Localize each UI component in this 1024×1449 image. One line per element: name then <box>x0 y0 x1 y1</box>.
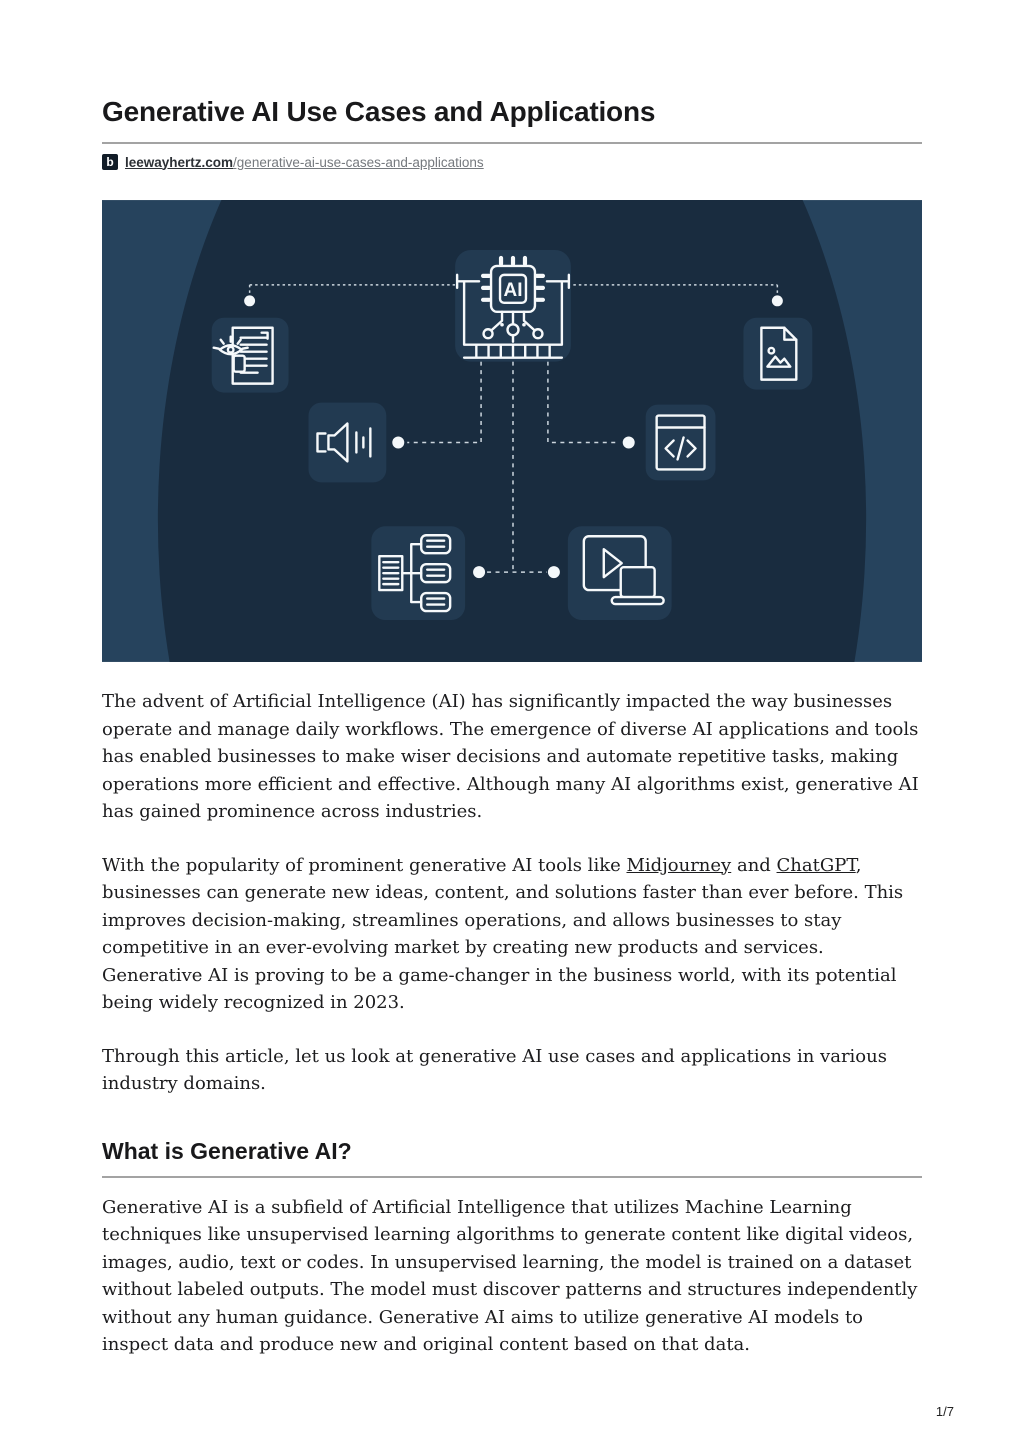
hero-image <box>102 200 922 662</box>
paragraph-4: Generative AI is a subfield of Artificial Intelligence that utilizes Machine Learning techniques like unsupervised learning algorithms to generate content like digital videos, images, audio, text or codes. In unsupervised learning, the model is trained on a dataset without labeled outputs. The model must discover patterns and structures independently without any human guidance. Generative AI aims to utilize generative AI models to inspect data and produce new and original content based on that data. <box>102 1196 918 1355</box>
midjourney-link[interactable]: Midjourney <box>626 854 732 876</box>
paragraph-2 <box>102 852 922 1017</box>
section-heading: What is Generative AI? <box>102 1137 352 1164</box>
paragraph-3: Through this article, let us look at generative AI use cases and applications in various industry domains. <box>102 1045 887 1094</box>
source-path: /generative-ai-use-cases-and-applications <box>233 154 484 170</box>
paragraph-2-text: and <box>731 854 777 876</box>
section-divider <box>102 1176 922 1178</box>
source-url-link[interactable] <box>125 155 484 170</box>
hero-illustration <box>102 200 922 662</box>
chatgpt-link[interactable]: ChatGPT <box>776 854 856 876</box>
paragraph-1: The advent of Artificial Intelligence (AI) has significantly impacted the way businesses operate and manage daily workflows. The emergence of diverse AI applications and tools has enabled businesses to make wiser decisions and automate repetitive tasks, making operations more efficient and effective. Although many AI algorithms exist, generative AI has gained prominence across industries. <box>102 691 919 822</box>
paragraph-2-text: , businesses can generate new ideas, content, and solutions faster than ever before. This improves decision-making, streamlines operations, and allows businesses to stay competitive in an ever-evolving market by creating new products and services. Generative AI is proving to be a game-changer in the business world, with its potential being widely recognized in 2023. <box>102 854 904 1013</box>
tile-document-review <box>212 318 289 393</box>
ai-chip-label: AI <box>503 279 523 301</box>
paragraph-2-text: With the popularity of prominent generative AI tools like <box>102 854 627 876</box>
source-domain: leewayhertz.com <box>125 154 234 170</box>
page-title: Generative AI Use Cases and Applications <box>102 96 656 127</box>
title-divider <box>102 142 922 144</box>
page-number: 1/7 <box>935 1404 954 1419</box>
site-favicon-icon: b <box>102 154 118 170</box>
source-row <box>102 153 922 171</box>
